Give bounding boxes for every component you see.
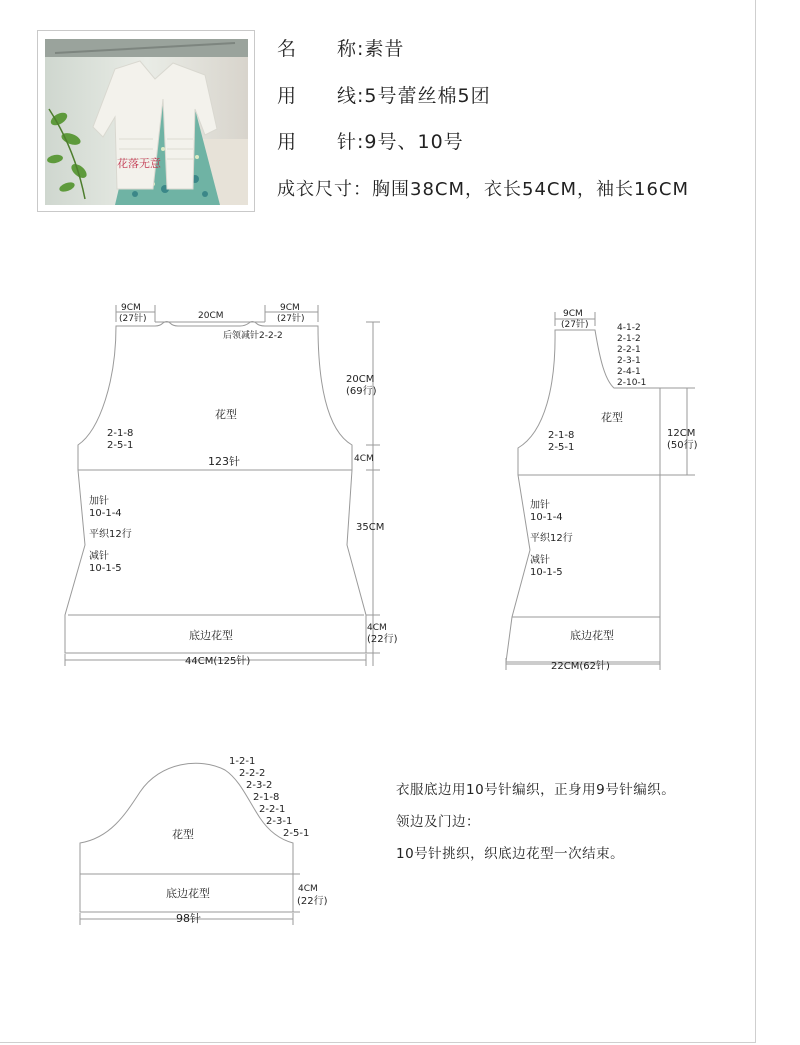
sleeve-cap-dec-3: 2-3-2 [246,780,273,791]
spec-needle-value: 9号、10号 [364,131,464,153]
spec-needle: 用 针:9号、10号 [277,131,464,153]
sleeve-cap-dec-4: 2-1-8 [253,792,280,803]
front-pattern: 花型 [601,411,623,424]
back-shoulder-left: 9CM [121,303,141,313]
back-dec-value: 10-1-5 [89,563,122,574]
front-neck-dec-4: 2-3-1 [617,356,641,366]
back-border-height: 4CM [367,623,387,633]
back-neck-dec: 后领减针2-2-2 [223,331,283,341]
sleeve-border-height: 4CM [298,884,318,894]
sleeve-labels [166,756,328,925]
front-shoulder: 9CM [563,309,583,319]
back-armhole-height: 20CM [346,374,375,385]
front-neck-height: 12CM [667,428,696,439]
front-armhole-dec-1: 2-1-8 [548,430,575,441]
back-chest-sts: 123针 [208,455,240,468]
front-plain-rows: 平织12行 [530,533,573,544]
back-armhole-gap: 4CM [354,454,374,464]
back-shoulder-right-sts: (27针) [277,314,305,324]
spec-yarn: 用 线:5号蕾丝棉5团 [277,85,491,107]
front-neck-rows: (50行) [667,440,698,451]
sleeve-pattern: 花型 [172,828,194,841]
front-border-pattern: 底边花型 [570,629,614,642]
spec-name: 名 称:素昔 [277,38,405,60]
front-neck-dec-5: 2-4-1 [617,367,641,377]
watermark: 花落无意 [117,157,161,170]
front-neck-dec-6: 2-10-1 [617,378,647,388]
back-armhole-rows: (69行) [346,386,377,397]
back-dec-label: 减针 [89,551,109,562]
back-inc-label: 加针 [89,496,109,507]
back-pattern: 花型 [215,408,237,421]
sleeve-cap-dec-1: 1-2-1 [229,756,256,767]
sleeve-cap-dec-5: 2-2-1 [259,804,286,815]
knitting-notes [396,779,696,875]
back-piece-outline [65,322,366,654]
front-dec-value: 10-1-5 [530,567,563,578]
sleeve-cap-dec-2: 2-2-2 [239,768,266,779]
sleeve-cap-dec-6: 2-3-1 [266,816,293,827]
sleeve-border-rows: (22行) [297,896,328,907]
back-plain-rows: 平织12行 [89,529,132,540]
back-armhole-dec-1: 2-1-8 [107,428,134,439]
spec-size: 成衣尺寸：胸围38CM，衣长54CM，袖长16CM [277,179,690,200]
back-neck-width: 20CM [198,311,224,321]
back-border-rows: (22行) [367,634,398,645]
note-line-2: 领边及门边： [396,814,480,830]
front-shoulder-sts: (27针) [561,320,589,330]
spec-size-value: 胸围38CM，衣长54CM，袖长16CM [372,179,690,200]
front-dec-label: 减针 [530,555,550,566]
front-neck-dec-2: 2-1-2 [617,334,641,344]
spec-yarn-value: 5号蕾丝棉5团 [364,85,491,107]
front-armhole-dec-2: 2-5-1 [548,442,575,453]
front-neck-dec-3: 2-2-1 [617,345,641,355]
sleeve-border-pattern: 底边花型 [166,887,210,900]
back-shoulder-right: 9CM [280,303,300,313]
back-armhole-dec-2: 2-5-1 [107,440,134,451]
front-inc-value: 10-1-4 [530,512,563,523]
back-width: 44CM(125针) [185,656,251,667]
front-neck-dec-1: 4-1-2 [617,323,641,333]
back-border-pattern: 底边花型 [189,629,233,642]
sleeve-width: 98针 [176,912,201,925]
front-piece-labels [530,309,698,672]
back-inc-value: 10-1-4 [89,508,122,519]
note-line-1: 衣服底边用10号针编织，正身用9号针编织。 [396,782,676,798]
sleeve-cap-dec-7: 2-5-1 [283,828,310,839]
spec-name-value: 素昔 [364,38,405,60]
note-line-3: 10号针挑织，织底边花型一次结束。 [396,846,625,862]
front-width: 22CM(62针) [551,661,610,672]
back-body-length: 35CM [356,522,385,533]
back-shoulder-left-sts: (27针) [119,314,147,324]
front-inc-label: 加针 [530,500,550,511]
